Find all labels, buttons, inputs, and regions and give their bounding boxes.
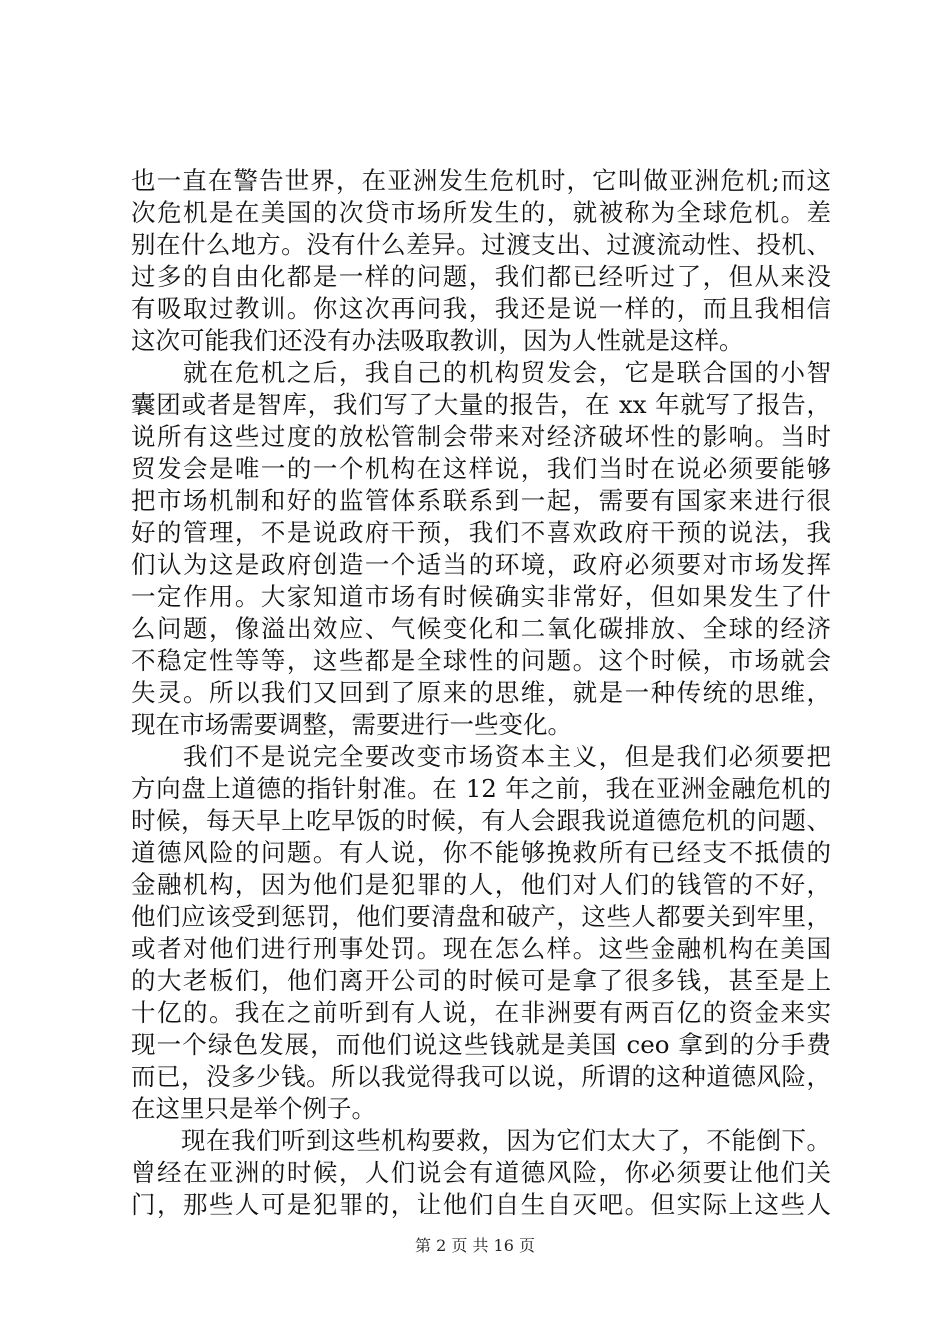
text-line: 在这里只是举个例子。 [131, 1094, 376, 1123]
text-line: 曾经在亚洲的时候，人们说会有道德风险，你必须要让他们关 [131, 1158, 831, 1187]
text-line: 这次可能我们还没有办法吸取教训，因为人性就是这样。 [131, 326, 744, 355]
text-line: 一定作用。大家知道市场有时候确实非常好，但如果发生了什 [131, 582, 831, 611]
text-line: 过多的自由化都是一样的问题，我们都已经听过了，但从来没 [131, 262, 831, 291]
text-line: 的大老板们，他们离开公司的时候可是拿了很多钱，甚至是上 [131, 966, 831, 995]
text-line: 次危机是在美国的次贷市场所发生的，就被称为全球危机。差 [131, 198, 831, 227]
text-line: 道德风险的问题。有人说，你不能够挽救所有已经支不抵债的 [131, 838, 831, 867]
text-line: 失灵。所以我们又回到了原来的思维，就是一种传统的思维， [131, 678, 831, 707]
text-line: 我们不是说完全要改变市场资本主义，但是我们必须要把 [131, 742, 831, 771]
body-text [131, 165, 831, 1221]
text-line: 金融机构，因为他们是犯罪的人，他们对人们的钱管的不好， [131, 870, 831, 899]
text-line: 别在什么地方。没有什么差异。过渡支出、过渡流动性、投机、 [131, 230, 831, 259]
text-line: 他们应该受到惩罚，他们要清盘和破产，这些人都要关到牢里， [131, 902, 831, 931]
text-line: 么问题，像溢出效应、气候变化和二氧化碳排放、全球的经济 [131, 614, 831, 643]
text-line: 现一个绿色发展，而他们说这些钱就是美国 ceo 拿到的分手费 [131, 1030, 831, 1059]
text-line: 也一直在警告世界，在亚洲发生危机时，它叫做亚洲危机;而这 [131, 166, 831, 195]
text-line: 或者对他们进行刑事处罚。现在怎么样。这些金融机构在美国 [131, 934, 831, 963]
text-line: 不稳定性等等，这些都是全球性的问题。这个时候，市场就会 [131, 646, 831, 675]
text-line: 们认为这是政府创造一个适当的环境，政府必须要对市场发挥 [131, 550, 831, 579]
text-line: 把市场机制和好的监管体系联系到一起，需要有国家来进行很 [131, 486, 831, 515]
text-line: 现在我们听到这些机构要救，因为它们太大了，不能倒下。 [131, 1126, 831, 1155]
text-line: 有吸取过教训。你这次再问我，我还是说一样的，而且我相信 [131, 294, 831, 323]
text-line: 时候，每天早上吃早饭的时候，有人会跟我说道德危机的问题、 [131, 806, 831, 835]
text-line: 门，那些人可是犯罪的，让他们自生自灭吧。但实际上这些人 [131, 1190, 831, 1219]
text-line: 现在市场需要调整，需要进行一些变化。 [131, 710, 572, 739]
text-line: 好的管理，不是说政府干预，我们不喜欢政府干预的说法，我 [131, 518, 831, 547]
text-line: 囊团或者是智库，我们写了大量的报告，在 xx 年就写了报告， [131, 390, 831, 419]
text-line: 方向盘上道德的指针射准。在 12 年之前，我在亚洲金融危机的 [131, 774, 831, 803]
page-footer: 第 2 页 共 16 页 [415, 1236, 535, 1255]
text-line: 说所有这些过度的放松管制会带来对经济破坏性的影响。当时 [131, 422, 831, 451]
text-line: 十亿的。我在之前听到有人说，在非洲要有两百亿的资金来实 [131, 998, 831, 1027]
text-line: 而已，没多少钱。所以我觉得我可以说，所谓的这种道德风险， [131, 1062, 831, 1091]
text-line: 就在危机之后，我自己的机构贸发会，它是联合国的小智 [131, 358, 831, 387]
text-line: 贸发会是唯一的一个机构在这样说，我们当时在说必须要能够 [131, 454, 831, 483]
